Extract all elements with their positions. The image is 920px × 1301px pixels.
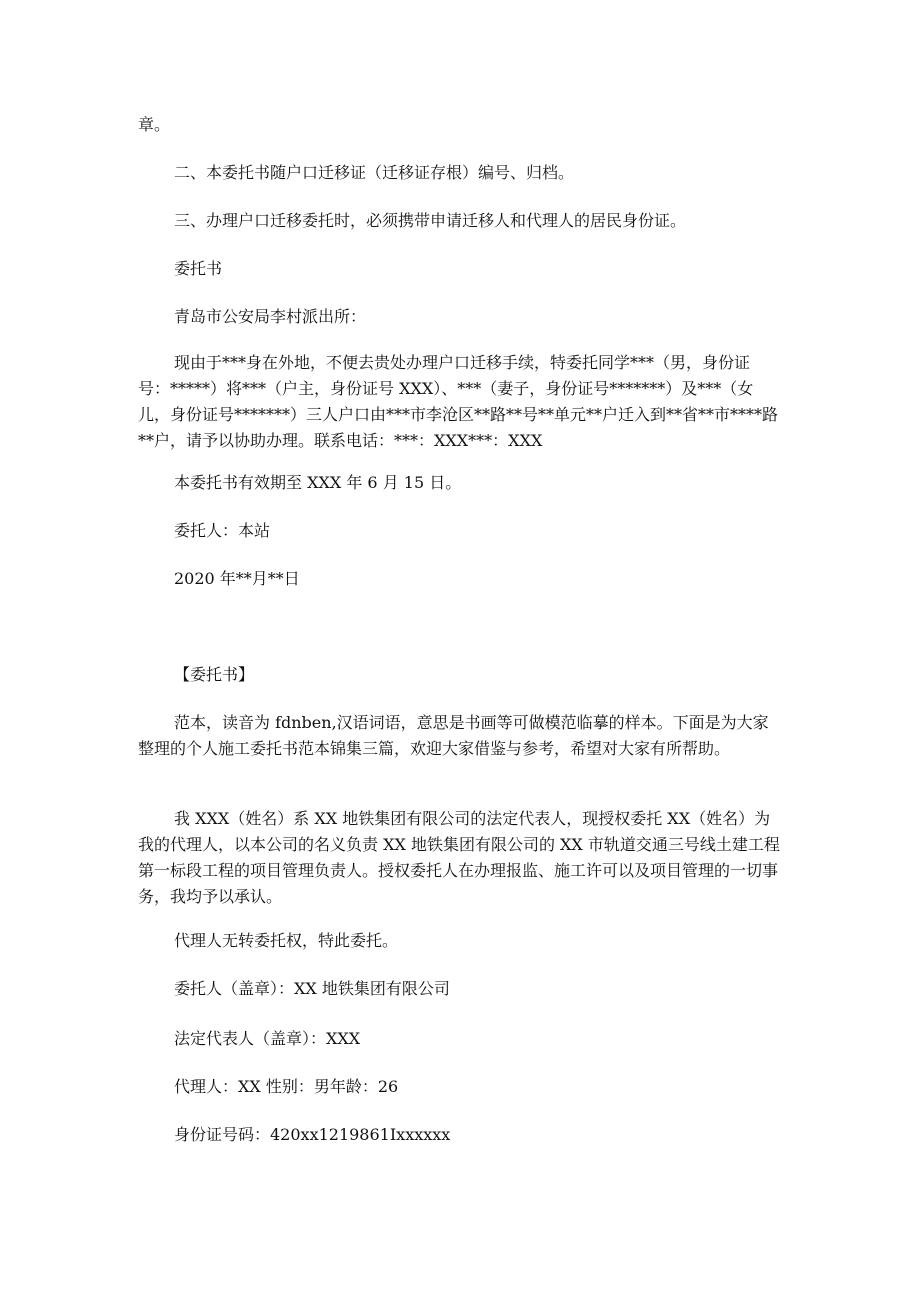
validity-period: 本委托书有效期至 XXX 年 6 月 15 日。 (174, 473, 462, 492)
legal-representative-seal: 法定代表人（盖章）：XXX (174, 1029, 361, 1048)
second-title: 【委托书】 (174, 665, 255, 684)
addressee: 青岛市公安局李村派出所： (174, 307, 367, 326)
paragraph-continuation: 章。 (138, 115, 171, 134)
intro-paragraph: 范本，读音为 fdnben,汉语词语，意思是书画等可做模范临摹的样本。下面是为大家整理的个人施工委托书范本锦集三篇，欢迎大家借鉴与参考，希望对大家有所帮助。 (138, 713, 769, 758)
principal-seal: 委托人（盖章）：XX 地铁集团有限公司 (174, 979, 450, 998)
authorization-paragraph: 我 XXX（姓名）系 XX 地铁集团有限公司的法定代表人，现授权委托 XX（姓名）为我的代理人，以本公司的名义负责 XX 地铁集团有限公司的 XX 市轨道交通三号线土建工程第一标段工程的项目管理负责人。授权委托人在办理报监、施工许可以及项目管理的一切事务，我均予以承认。 (138, 809, 780, 906)
paragraph-item-three: 三、办理户口迁移委托时，必须携带申请迁移人和代理人的居民身份证。 (174, 211, 687, 230)
no-sub-delegation: 代理人无转委托权，特此委托。 (174, 931, 399, 950)
agent-info: 代理人：XX 性别：男年龄：26 (174, 1077, 399, 1096)
entrusting-party: 委托人：本站 (174, 521, 271, 540)
signature-date: 2020 年**月**日 (174, 569, 300, 588)
section-title: 委托书 (174, 259, 223, 278)
entrustment-body: 现由于***身在外地，不便去贵处办理户口迁移手续，特委托同学***（男，身份证号：*****）将***（户主，身份证号 XXX）、***（妻子，身份证号*******）及***（女儿，身份证号*******）三人户口由***市李沧区**路**号**单元**户迁入到**省**市****路**户，请予以协助办理。联系电话：***：XXX***：XXX (138, 353, 779, 450)
id-number: 身份证号码：420xx1219861Ixxxxxx (174, 1125, 451, 1144)
paragraph-item-two: 二、本委托书随户口迁移证（迁移证存根）编号、归档。 (174, 163, 575, 182)
